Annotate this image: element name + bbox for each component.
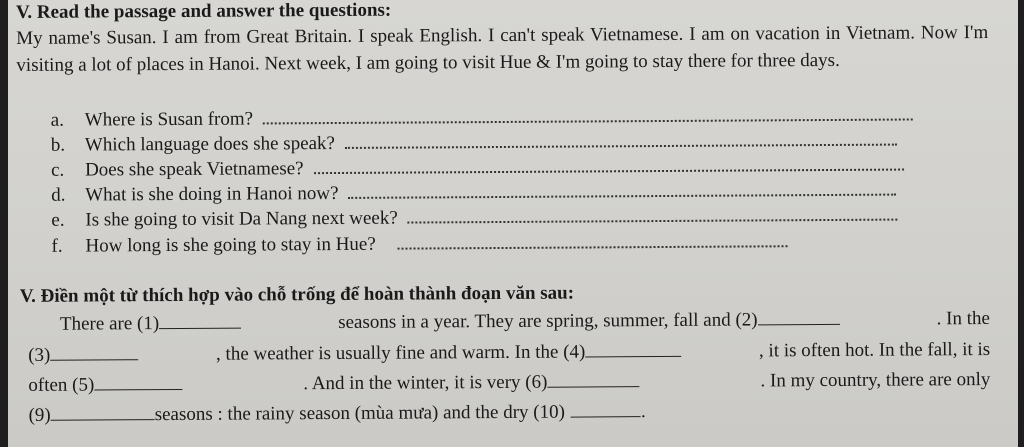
fill-text: , the weather is usually fine and warm. In the (4) [215, 341, 586, 365]
fill-text: (3) [28, 344, 51, 366]
question-d [51, 180, 896, 207]
question-text: Does she speak Vietnamese? [84, 158, 304, 181]
question-label: e. [51, 209, 65, 231]
blank-4[interactable] [585, 341, 681, 358]
answer-line [345, 130, 897, 149]
worksheet-page [8, 0, 1018, 447]
answer-line [408, 205, 898, 224]
fill-text: , it is often hot. In the fall, it is [758, 339, 991, 362]
fill-text: . And in the winter, it is very (6) [303, 371, 548, 395]
blank-9[interactable] [51, 404, 155, 421]
blank-1[interactable] [159, 313, 241, 330]
fill-line-2 [28, 339, 990, 367]
question-text: Is she going to visit Da Nang next week? [85, 207, 398, 231]
question-label: a. [50, 109, 64, 131]
worksheet-content [8, 0, 1018, 447]
question-text: What is she doing in Hanoi now? [85, 182, 339, 206]
fill-text: . [640, 401, 646, 423]
fill-text: seasons in a year. They are spring, summer, fall and (2) [338, 309, 758, 333]
answer-line [348, 180, 896, 199]
question-text: Which language does she speak? [84, 133, 336, 156]
question-text: Where is Susan from? [84, 108, 254, 131]
blank-2[interactable] [758, 309, 840, 326]
question-e [51, 205, 898, 232]
question-b [51, 130, 897, 157]
fill-line-4 [28, 399, 990, 427]
question-label: b. [50, 134, 66, 156]
blank-5[interactable] [94, 374, 182, 391]
fill-text: . In my country, there are only [760, 369, 991, 392]
fill-line-3 [28, 369, 990, 397]
question-label: c. [50, 159, 65, 181]
question-f [51, 231, 787, 257]
question-label: f. [51, 235, 63, 257]
blank-6[interactable] [547, 371, 639, 388]
fill-text: (9) [28, 404, 51, 426]
question-c [51, 155, 904, 182]
question-label: d. [51, 184, 66, 206]
answer-line [398, 231, 788, 249]
answer-line [314, 155, 904, 175]
blank-10[interactable] [571, 401, 641, 417]
fill-line-1 [28, 308, 990, 336]
fill-text: seasons : the rainy season (mùa mưa) and the dry (10) [154, 401, 565, 426]
section-4-heading: V. Read the passage and answer the questions: [16, 0, 392, 23]
fill-text: There are (1) [59, 313, 160, 335]
fill-text: often (5) [28, 374, 95, 396]
blank-3[interactable] [50, 344, 138, 361]
section-5-heading: V. Điền một từ thích hợp vào chỗ trống để hoàn thành đoạn văn sau: [19, 282, 575, 307]
answer-line [263, 104, 913, 124]
fill-text: . In the [936, 308, 991, 330]
question-a [51, 104, 913, 131]
reading-passage: My name's Susan. I am from Great Britain. I speak English. I can't speak Vietnamese. I am on vacation in Vietnam. Now I'm visiting a lot of places in Hanoi. Next week, I am going to visit Hue & I'm going to stay there for three days. [16, 22, 989, 76]
question-text: How long is she going to stay in Hue? [85, 233, 376, 257]
